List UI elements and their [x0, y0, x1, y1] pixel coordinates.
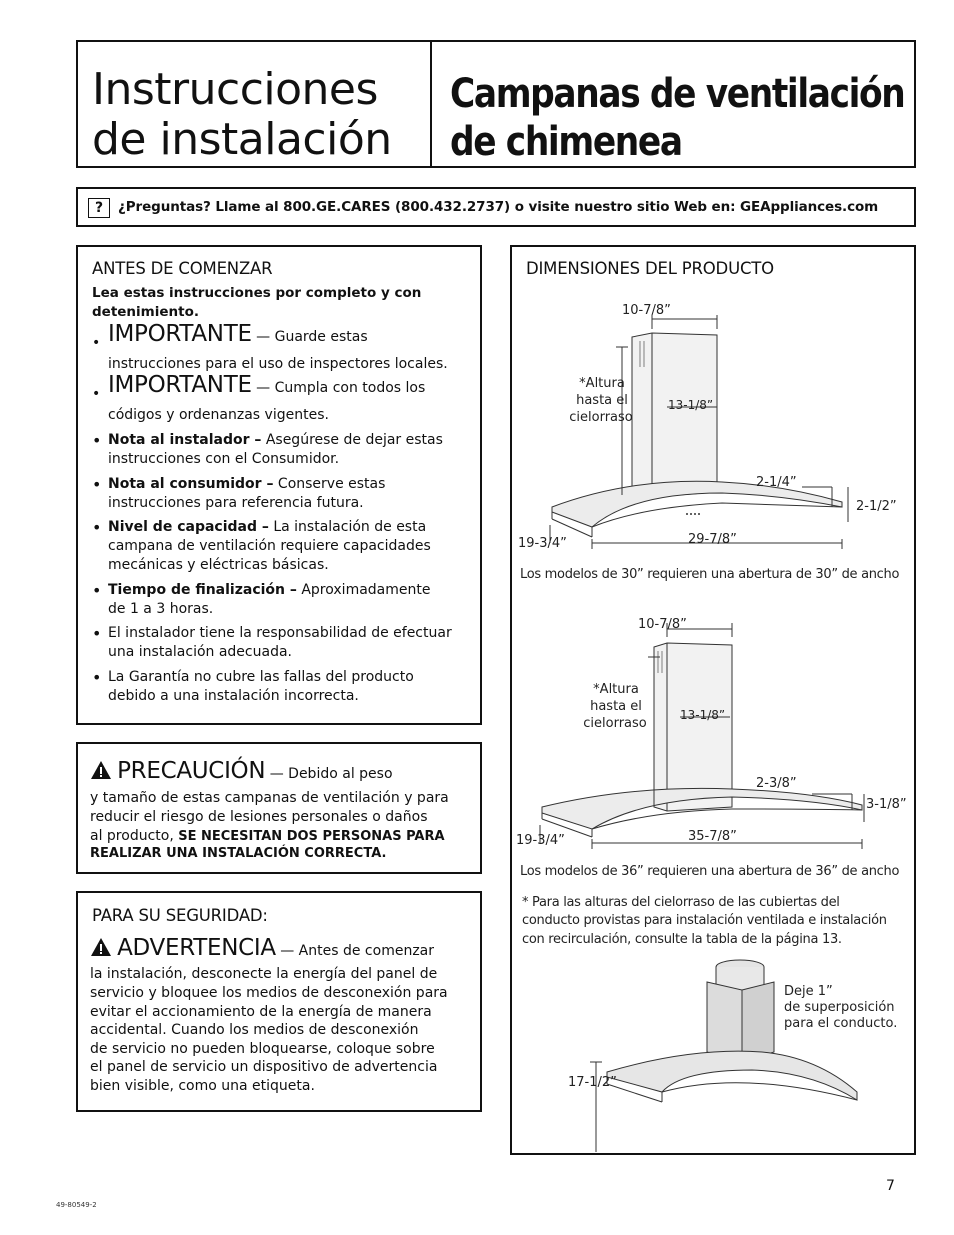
d1-depth: 19-3/4”	[518, 536, 567, 551]
precaucion-word: PRECAUCIÓN	[117, 758, 266, 784]
d2-top: 10-7/8”	[638, 617, 687, 632]
bullet-garantia: La Garantía no cubre las fallas del producto	[108, 669, 414, 685]
precaucion-line-4	[90, 827, 445, 847]
question-icon: ?	[88, 198, 110, 218]
d2-width: 35-7/8”	[688, 829, 737, 844]
d2-side: 2-3/8”	[756, 776, 797, 791]
advertencia-line-6: de servicio no pueden bloquearse, coloque sobre	[90, 1041, 435, 1057]
bullet-icon: •	[92, 518, 102, 537]
bullet-icon: •	[92, 475, 102, 494]
d1-right: 2-1/2”	[856, 499, 897, 514]
seguridad-box	[76, 891, 482, 1112]
advertencia-rest: — Antes de comenzar	[275, 943, 434, 959]
antes-intro-2: detenimiento.	[92, 304, 199, 320]
bullet-bold: Nota al consumidor –	[108, 476, 274, 492]
d1-side: 2-1/4”	[756, 475, 797, 490]
antes-de-comenzar-box	[76, 245, 482, 725]
d2-altura-1: *Altura	[593, 682, 639, 697]
precaucion-line-3: reducir el riesgo de lesiones personales o daños	[90, 809, 428, 825]
importante-1-line2: instrucciones para el uso de inspectores locales.	[108, 356, 448, 372]
advertencia-word: ADVERTENCIA	[117, 935, 276, 961]
bullet-instalador-2: instrucciones con el Consumidor.	[108, 451, 340, 467]
d2-duct: 13-1/8”	[680, 708, 726, 722]
importante-word: IMPORTANTE	[108, 372, 252, 398]
document-code: 49-80549-2	[56, 1201, 97, 1209]
d1-altura-3: cielorraso	[569, 410, 633, 425]
bullet-instalador	[108, 431, 468, 450]
d3-height: 17-1/2”	[568, 1075, 617, 1090]
advertencia-line-3: servicio y bloquee los medios de desconexión para	[90, 985, 448, 1001]
questions-bar	[76, 187, 916, 227]
bullet-garantia-2: debido a una instalación incorrecta.	[108, 688, 359, 704]
precaucion-line-4a: al producto,	[90, 828, 179, 844]
bullet-tiempo	[108, 581, 468, 600]
title-line-2: de instalación	[92, 114, 392, 165]
header-right-box	[430, 40, 916, 168]
bullet-bold: Nota al instalador –	[108, 432, 262, 448]
dimensiones-box	[510, 245, 916, 1155]
subtitle-line-2: de chimenea	[450, 119, 682, 165]
footnote-3: con recirculación, consulte la tabla de la página 13.	[522, 932, 842, 947]
bullet-instalador-resp: El instalador tiene la responsabilidad de efectuar	[108, 625, 452, 641]
d3-deje-3: para el conducto.	[784, 1016, 898, 1031]
bullet-icon: •	[92, 624, 102, 643]
d2-altura-3: cielorraso	[583, 716, 647, 731]
advertencia-line-7: el panel de servicio un dispositivo de advertencia	[90, 1059, 438, 1075]
header-left-box	[76, 40, 432, 168]
d1-width: 29-7/8”	[688, 532, 737, 547]
bullet-capacidad-2: campana de ventilación requiere capacidades	[108, 538, 431, 554]
bullet-icon: •	[92, 431, 102, 450]
advertencia-line-4: evitar el accionamiento de la energía de manera	[90, 1004, 432, 1020]
precaucion-line-4b: SE NECESITAN DOS PERSONAS PARA	[178, 829, 445, 844]
bullet-rest: Conserve estas	[273, 476, 386, 492]
d1-note: Los modelos de 30” requieren una abertura de 30” de ancho	[520, 567, 900, 582]
bullet-rest: Asegúrese de dejar estas	[261, 432, 443, 448]
bullet-bold: Tiempo de finalización –	[108, 582, 297, 598]
d2-note: Los modelos de 36” requieren una abertura de 36” de ancho	[520, 864, 900, 879]
d3-deje-1: Deje 1”	[784, 984, 833, 999]
questions-text: ¿Preguntas? Llame al 800.GE.CARES (800.432.2737) o visite nuestro sitio Web en: GEAppliances.com	[118, 199, 879, 215]
bullet-icon: •	[92, 386, 101, 402]
precaucion-box	[76, 742, 482, 874]
footnote-1: * Para las alturas del cielorraso de las cubiertas del	[522, 895, 840, 910]
precaucion-line-5: REALIZAR UNA INSTALACIÓN CORRECTA.	[90, 846, 387, 861]
advertencia-line-1	[90, 935, 434, 961]
bullet-capacidad	[108, 518, 468, 537]
bullet-icon: •	[92, 335, 101, 351]
page-number: 7	[886, 1178, 895, 1194]
bullet-tiempo-2: de 1 a 3 horas.	[108, 601, 214, 617]
warning-icon	[90, 937, 112, 957]
precaucion-line-2: y tamaño de estas campanas de ventilación y para	[90, 790, 449, 806]
advertencia-line-2: la instalación, desconecte la energía del panel de	[90, 966, 438, 982]
bullet-rest: Aproximadamente	[296, 582, 431, 598]
importante-2-rest: — Cumpla con todos los	[251, 380, 426, 396]
hood-diagram-30	[512, 307, 914, 557]
title-line-1: Instrucciones	[92, 64, 378, 115]
d2-depth: 19-3/4”	[516, 833, 565, 848]
bullet-rest: La instalación de esta	[268, 519, 427, 535]
advertencia-line-5: accidental. Cuando los medios de desconexión	[90, 1022, 419, 1038]
bullet-instalador-resp-2: una instalación adecuada.	[108, 644, 292, 660]
bullet-bold: Nivel de capacidad –	[108, 519, 269, 535]
d2-right: 3-1/8”	[866, 797, 907, 812]
d2-altura-2: hasta el	[590, 699, 642, 714]
importante-2	[108, 372, 468, 398]
precaucion-rest: — Debido al peso	[265, 766, 393, 782]
importante-2-line2: códigos y ordenanzas vigentes.	[108, 407, 329, 423]
bullet-icon: •	[92, 581, 102, 600]
bullet-consumidor-2: instrucciones para referencia futura.	[108, 495, 364, 511]
d1-duct: 13-1/8”	[668, 398, 714, 412]
importante-word: IMPORTANTE	[108, 321, 252, 347]
hood-diagram-36	[512, 607, 914, 857]
importante-1-rest: — Guarde estas	[251, 329, 368, 345]
advertencia-line-8: bien visible, como una etiqueta.	[90, 1078, 315, 1094]
importante-1	[108, 321, 468, 347]
subtitle-line-1: Campanas de ventilación	[450, 71, 905, 117]
dimensiones-heading: DIMENSIONES DEL PRODUCTO	[526, 259, 774, 278]
d3-deje-2: de superposición	[784, 1000, 895, 1015]
d1-top: 10-7/8”	[622, 303, 671, 318]
bullet-icon: •	[92, 668, 102, 687]
d1-altura-2: hasta el	[576, 393, 628, 408]
antes-intro-1: Lea estas instrucciones por completo y con	[92, 285, 422, 301]
duct-overlap-diagram	[512, 952, 914, 1152]
bullet-capacidad-3: mecánicas y eléctricas básicas.	[108, 557, 329, 573]
seguridad-heading: PARA SU SEGURIDAD:	[92, 906, 268, 925]
bullet-consumidor	[108, 475, 468, 494]
footnote-2: conducto provistas para instalación ventilada e instalación	[522, 913, 887, 928]
d1-altura-1: *Altura	[579, 376, 625, 391]
precaucion-line-1	[90, 758, 393, 784]
antes-heading: ANTES DE COMENZAR	[92, 259, 273, 278]
warning-icon	[90, 760, 112, 780]
